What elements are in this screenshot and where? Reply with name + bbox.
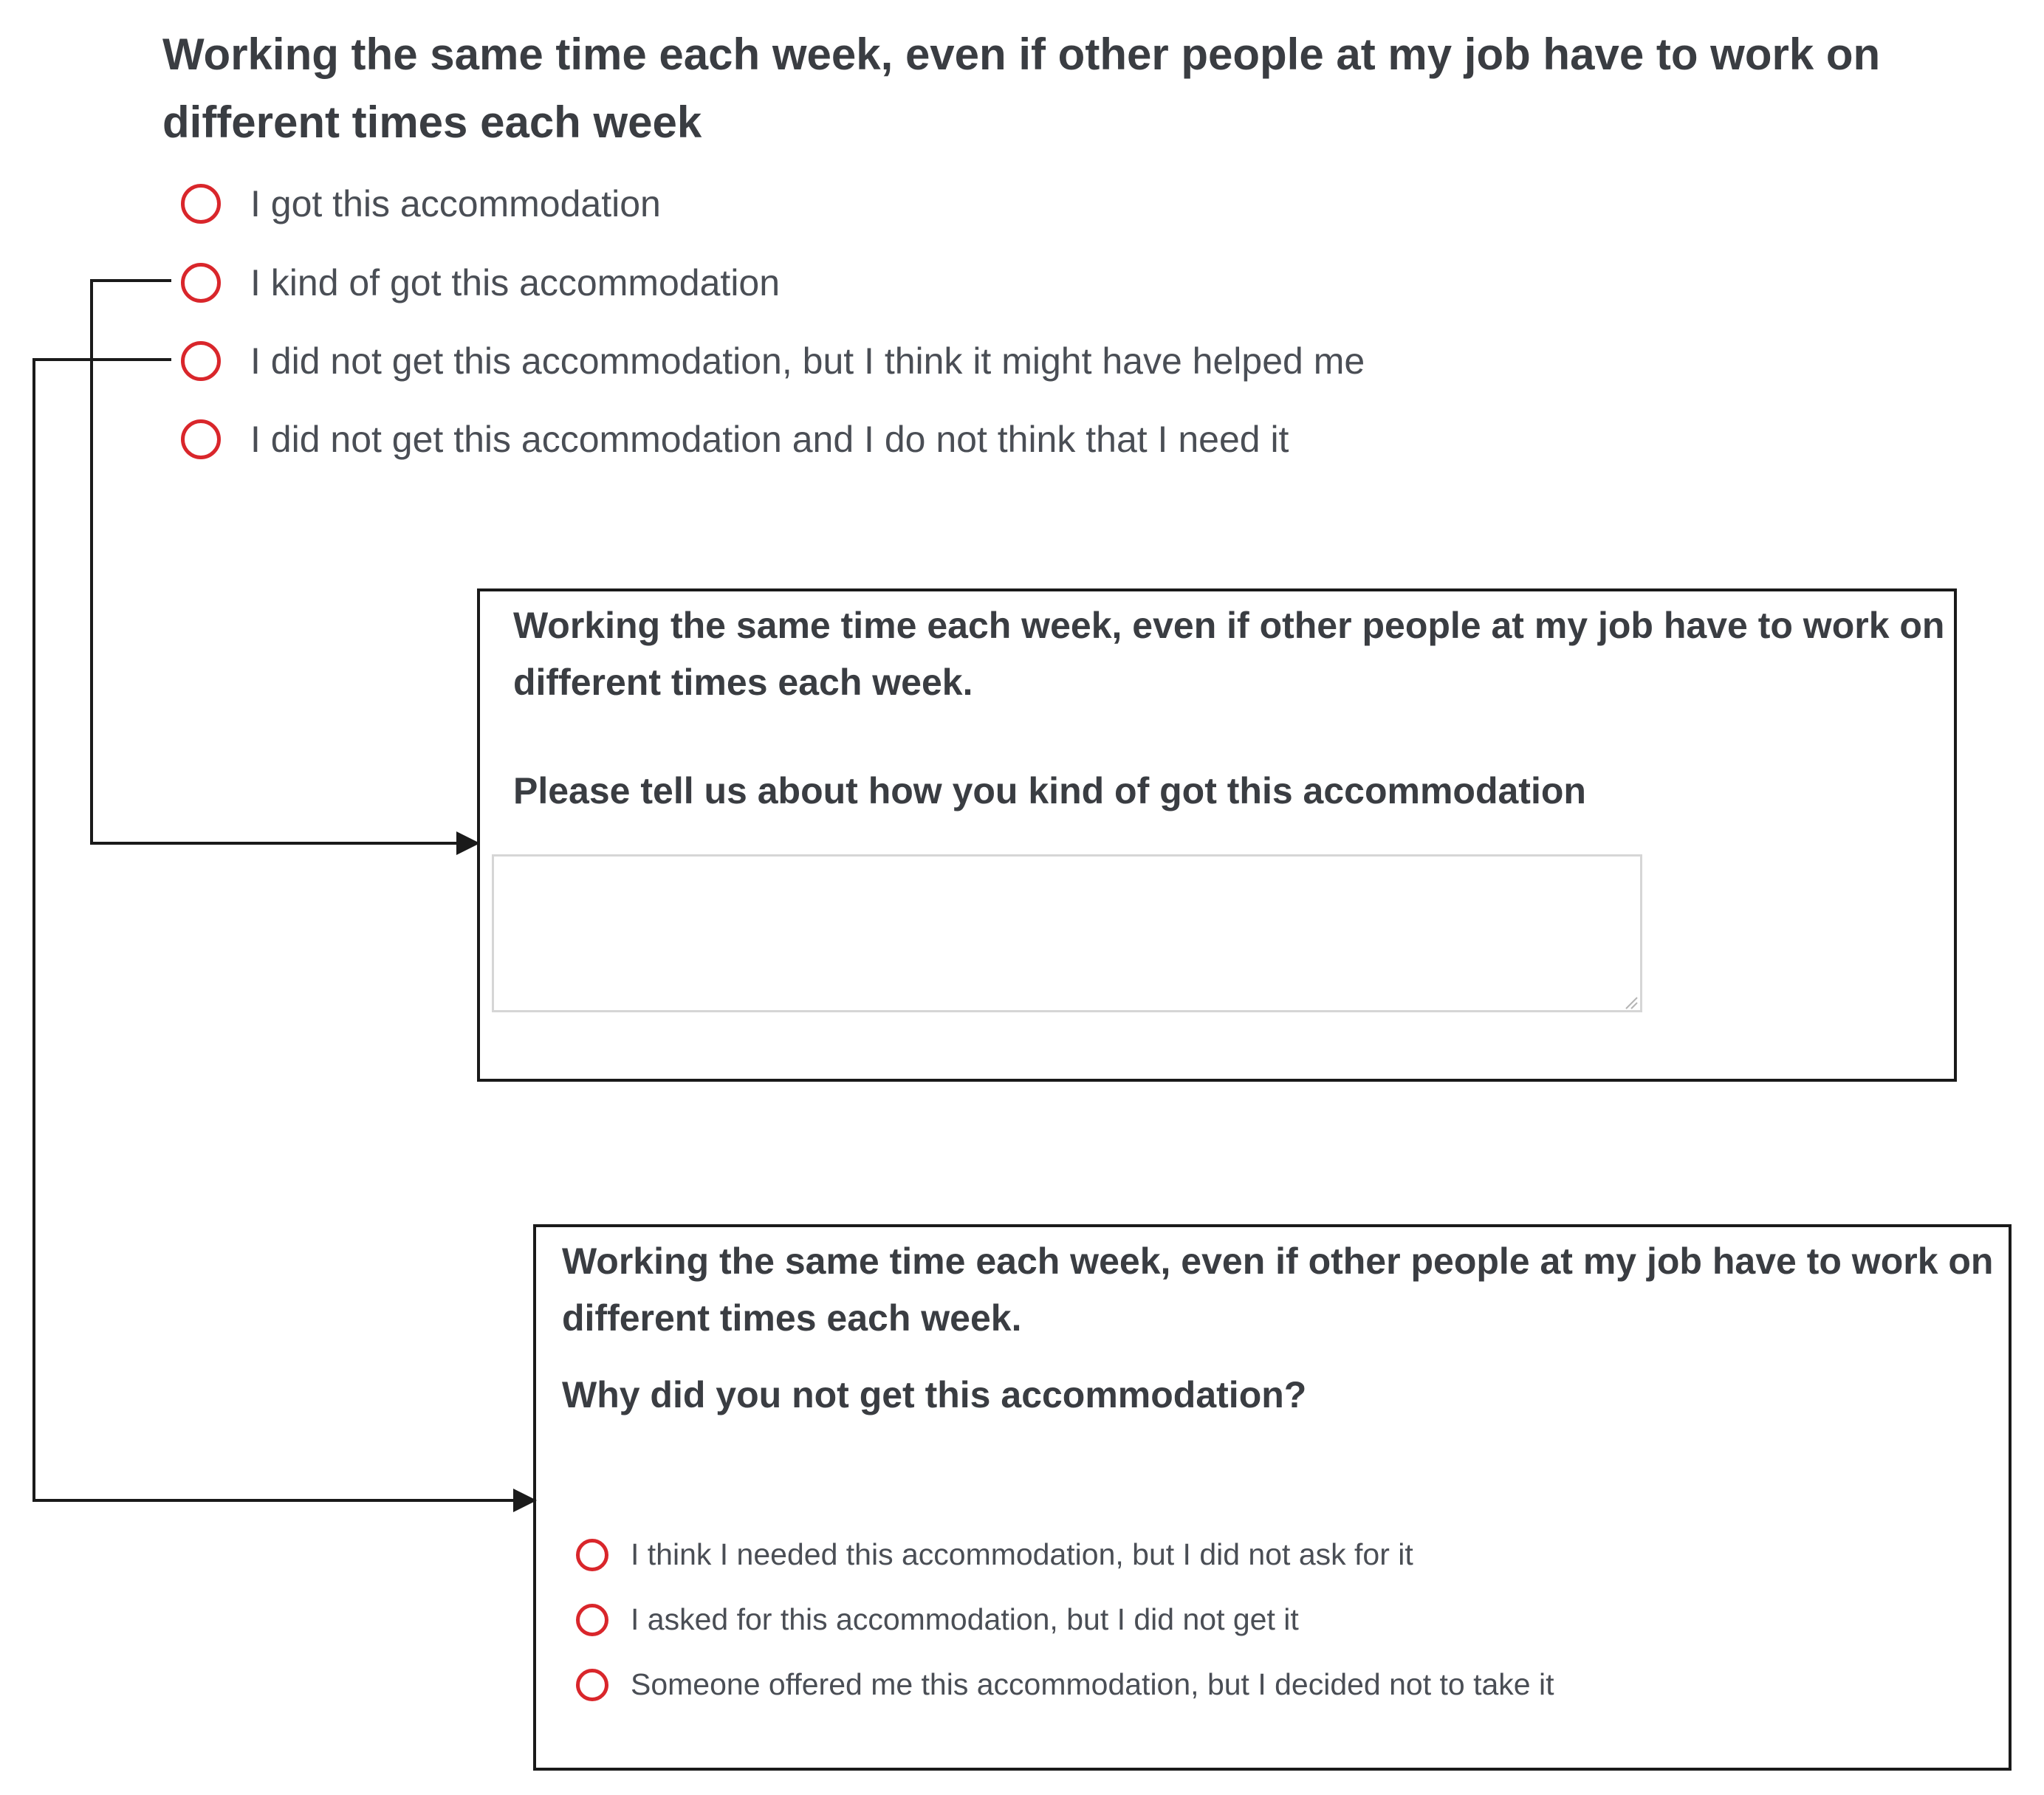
connector-did-not-get-to-panel-b [34, 360, 518, 1500]
option-label: I got this accommodation [250, 183, 661, 224]
followup-prompt: Why did you not get this accommodation? [562, 1374, 1307, 1415]
option-label: I did not get this accommodation, but I think it might have helped me [250, 340, 1365, 382]
followup-panel-kind-of [477, 588, 1957, 1082]
option-label: Someone offered me this accommodation, but I decided not to take it [631, 1667, 1554, 1701]
reason-option-did-not-ask[interactable] [576, 1537, 1413, 1572]
radio-button[interactable] [576, 1539, 608, 1571]
option-label: I asked for this accommodation, but I did not get it [631, 1602, 1299, 1636]
main-question-title: Working the same time each week, even if other people at my job have to work on different times each week [162, 30, 1881, 147]
radio-button[interactable] [576, 1669, 608, 1701]
resize-grip-icon[interactable] [1623, 995, 1638, 1009]
followup-prompt: Please tell us about how you kind of got this accommodation [513, 770, 1586, 811]
radio-button[interactable] [181, 341, 221, 381]
radio-button[interactable] [181, 184, 221, 224]
reason-option-asked-not-get[interactable] [576, 1602, 1299, 1637]
option-label: I think I needed this accommodation, but I did not ask for it [631, 1537, 1413, 1571]
radio-button[interactable] [576, 1604, 608, 1636]
option-kind-of-got-accommodation[interactable] [181, 261, 780, 304]
answer-textarea[interactable] [492, 854, 1642, 1012]
option-did-not-get-might-have-helped[interactable] [181, 340, 1365, 382]
radio-button[interactable] [181, 419, 221, 459]
option-got-accommodation[interactable] [181, 182, 661, 225]
option-did-not-get-do-not-need[interactable] [181, 418, 1289, 461]
radio-button[interactable] [181, 263, 221, 303]
followup-question-text: Working the same time each week, even if other people at my job have to work on different times each week. [562, 1240, 1994, 1339]
reason-option-offered-declined[interactable] [576, 1667, 1554, 1702]
followup-panel-did-not-get [533, 1224, 2012, 1771]
option-label: I kind of got this accommodation [250, 262, 781, 303]
followup-question-text: Working the same time each week, even if other people at my job have to work on different times each week. [513, 605, 1945, 703]
option-label: I did not get this accommodation and I do not think that I need it [250, 419, 1289, 460]
